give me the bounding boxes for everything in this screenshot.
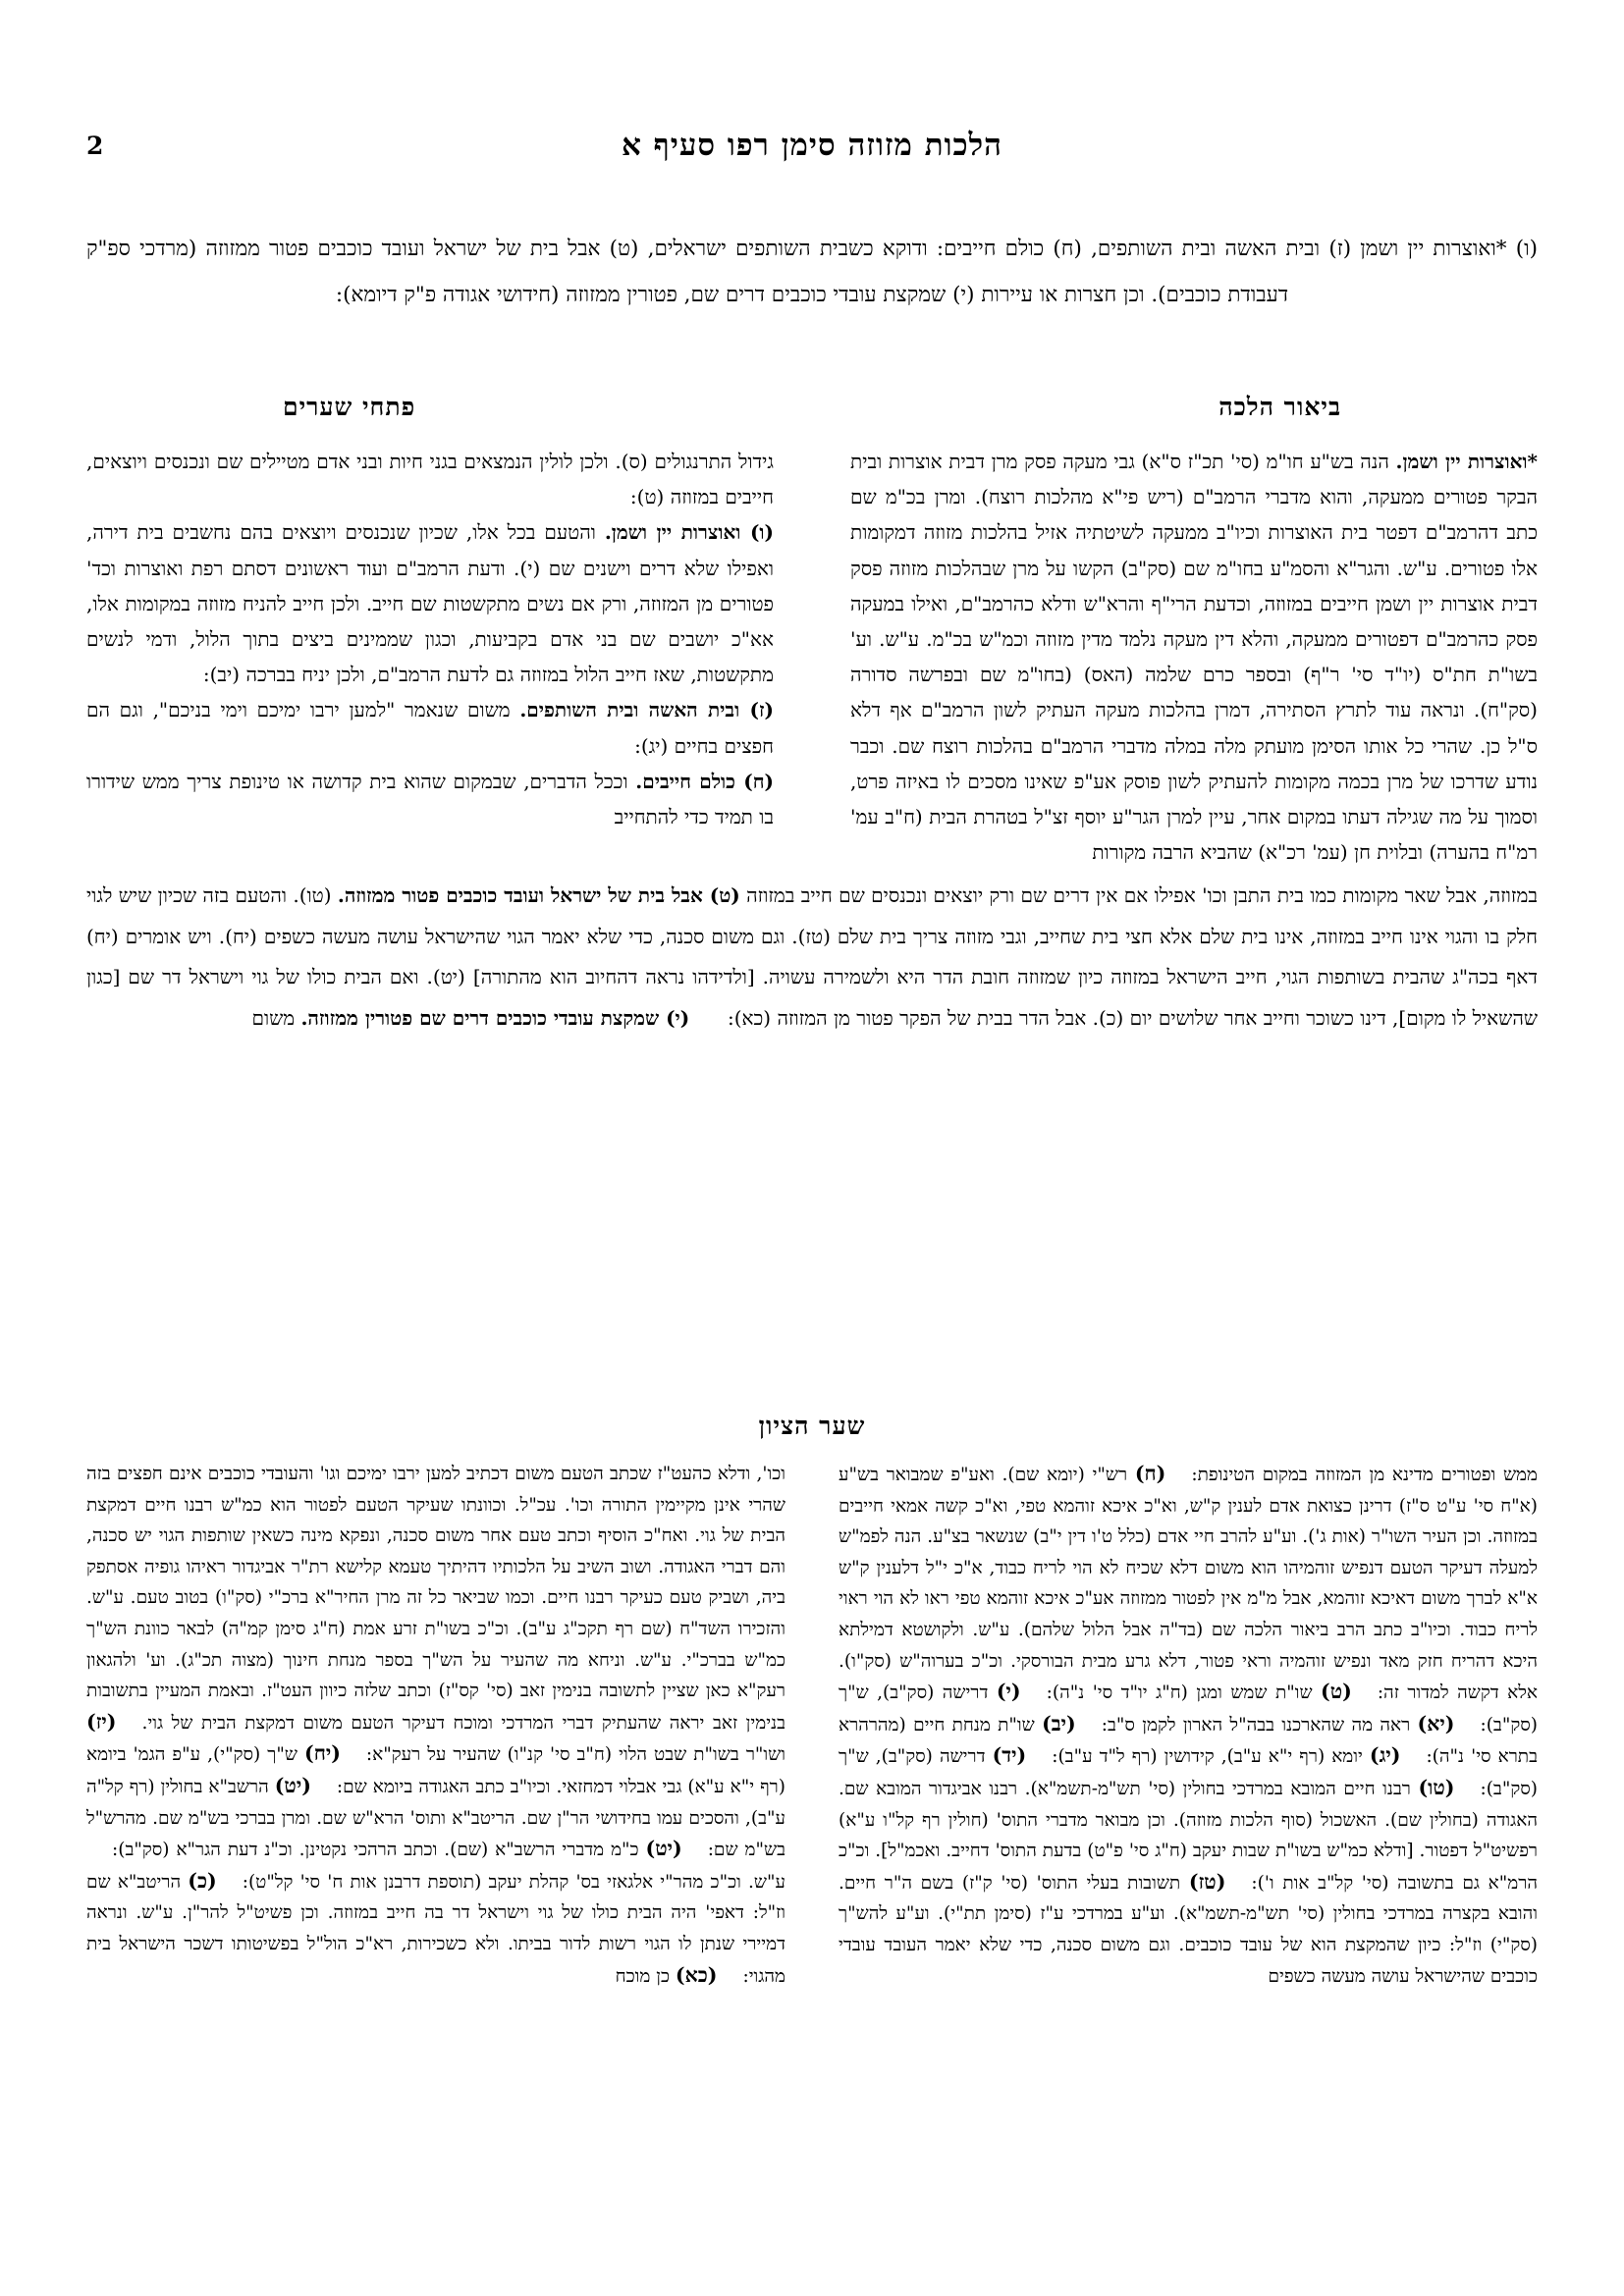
- tziyun-note-number: (יד): [992, 1743, 1027, 1768]
- tziyun-note-text: ושו"ר בשו"ת שבט הלוי (ח"ב סי' קנ"ו) שהעיר על רעק"א:: [365, 1744, 785, 1766]
- tziyun-note-number: (יז): [86, 1709, 117, 1734]
- tziyun-pre-text: וכו', ודלא כהעט"ז שכתב הטעם משום דכתיב למען ירבו ימיכם וגו' והעובדי כוכבים אינם חפצים בזה שהרי אינן מקיימין התורה וכו'. עכ"ל. וכוונתו שעיקר הטעם לפטור הוא כמ"ש רבנו חיים דמקצת הבית של גוי. ואח"כ הוסיף וכתב טעם אחר משום סכנה, ונפקא מינה כשאין שותפות הגוי יש סכנה, והם דברי האגודה. ושוב השיב על הלכותיו דהיתיך טעמא קלישא רת"ר אביגדור ראיהו גופיה אסתפק ביה, ושביק טעם כעיקר רבנו חיים. וכמו שביאר כל זה מרן החיר"א ברכ"י (סק"ו) בטוב טעם. ע"ש. והזכירו השד"ח (שם רף תקכ"ג ע"ב). וכ"כ בשו"ת זרע אמת (ח"ג סימן קמ"ה) לבאר כוונת הש"ך כמ"ש בברכ"י. ע"ש. וניחא מה שהעיר על הש"ך בספר מנחת חינוך (מצוה תכ"ג). וע' ולהגאון רעק"א כאן שציין לתשובה בנימין זאב (סי' קס"ז) וכתב שלזה כיוון העט"ז. ובאמת המעיין בתשובות בנימין זאב יראה שהעתיק דברי המרדכי ומוכח דעיקר הטעם משום דמקצת הבית של גוי.: [86, 1464, 785, 1734]
- tziyun-note-number: (יא): [1417, 1711, 1455, 1735]
- tziyun-note-number: (טז): [1188, 1869, 1226, 1894]
- full-width-continuation: [86, 876, 1538, 1039]
- tziyun-note-number: (יט): [274, 1773, 311, 1797]
- column-biur-halacha: [850, 444, 1538, 870]
- pitchei-body-0: גידול התרנגולים (ס). ולכן לולין הנמצאים בגני חיות ובני אדם מטיילים שם ונכנסים ויוצאים, חייבים במזוזה (ט):: [86, 450, 774, 509]
- biur-lead: *ואוצרות יין ושמן.: [1395, 450, 1538, 473]
- tziyun-note-text: הריטב"א שם וז"ל: דאפי' היה הבית כולו של גוי וישראל דר בה חייב במזוזה. וכן פשיט"ל להר"ן. ע"ש. ונראה דמיירי שנתן לו הגוי רשות לדור בביתו. ולא כשכירות, רא"כ הול"ל בפשיטותו דשכר הישראל בית מהגוי:: [86, 1871, 785, 1987]
- tziyun-note-text: כ"מ מדברי הרשב"א (שם). וכתב הרהכי נקטינן. וכ"נ דעת הגר"א (סק"ב):: [112, 1840, 646, 1861]
- tziyun-note-text: דרישה (סק"ב), ש"ך (סק"ב):: [839, 1746, 1538, 1799]
- biur-body: הנה בש"ע חו"מ (סי' תכ"ז ס"א) גבי מעקה פסק מרן דבית אוצרות ובית הבקר פטורים ממעקה, והוא מדברי הרמב"ם (ריש פי"א מהלכות רוצח). ומרן בכ"מ שם כתב דהרמב"ם דפטר בית האוצרות וכיו"ב ממעקה לשיטתיה אזיל בהלכות מזוזה דמקומות אלו פטורים. ע"ש. והגר"א והסמ"ע בחו"מ שם (סק"ב) הקשו על מרן שבהלכות מזוזה פסק דבית אוצרות יין ושמן חייבים במזוזה, וכדעת הרי"ף והרא"ש ודלא כהרמב"ם, ואילו במעקה פסק כהרמב"ם דפטורים ממעקה, והלא דין מעקה נלמד מדין מזוזה וכמ"ש בכ"מ. ע"ש. וע' בשו"ת חת"ס (יו"ד סי' ר"ף) ובספר כרם שלמה (האס) (בחו"מ שם ובפרשה סדורה (סק"ח). ונראה עוד לתרץ הסתירה, דמרן בהלכות מעקה העתיק לשון הרמב"ם אף דלא ס"ל כן. שהרי כל אותו הסימן מועתק מלה במלה מדברי הרמב"ם בהלכות רוצח שם. וכבר נודע שדרכו של מרן בכמה מקומות להעתיק לשון פוסק אע"פ שאינו מסכים לו באיזה פרט, וסמוך על מה שגילה דעתו במקום אחר, עיין למרן הגר"ע יוסף זצ"ל בטהרת הבית (ח"ב עמ' רמ"ח בהערה) ובלוית חן (עמ' רכ"א) שהביא הרבה מקורות: [850, 450, 1538, 865]
- main-halacha-body: (ו) *ואוצרות יין ושמן (ז) ובית האשה ובית השותפים, (ח) כולם חייבים: ודוקא כשבית השותפים ישראלים, (ט) אבל בית של ישראל ועובד כוכבים פטור ממזוזה (מרדכי ספ"ק דעבודת כוכבים). וכן חצרות או עיירות (י) שמקצת עובדי כוכבים דרים שם, פטורין ממזוזה (חידושי אגודה פ"ק דיומא):: [86, 237, 1538, 307]
- commentary-headings: [86, 393, 1538, 440]
- main-halacha-text: [86, 226, 1538, 318]
- tziyun-note-text: דרישה (סק"ב), ש"ך (סק"ב):: [839, 1682, 1539, 1735]
- commentary-columns: [86, 444, 1538, 870]
- pitchei-lead-2: (ז) ובית האשה ובית השותפים.: [519, 698, 774, 722]
- column-pitchei-shearim: [86, 444, 774, 834]
- tziyun-note: [839, 1459, 1538, 1992]
- tziyun-note-number: (יב): [1042, 1711, 1076, 1735]
- tziyun-note-number: (י): [996, 1680, 1021, 1704]
- tziyun-note-text: תשובות בעלי התוס' (סי' ק"ז) בשם ה"ר חיים. והובא בקצרה במרדכי בחולין (סי' תש"מ-תשמ"א). וע"ע במרדכי ע"ז (סימן תת"י). וע"ע להש"ך (סק"י) וז"ל: כיון שהמקצת הוא של עובד כוכבים. וגם משום סכנה, כדי שלא יאמר העובד עובדי כוכבים שהישראל עושה מעשה כשפים: [839, 1872, 1538, 1987]
- tziyun-note-number: (יח): [304, 1741, 341, 1766]
- flow-body-2: משום: [251, 1005, 301, 1030]
- tziyun-column-left: [86, 1459, 785, 1992]
- tziyun-note-text: שו"ת שמש ומגן (ח"ג יו"ד סי' נ"ה):: [1046, 1682, 1322, 1704]
- pitchei-paragraph: [86, 692, 774, 763]
- tziyun-note-text: רבנו חיים המובא במרדכי בחולין (סי' תש"מ-תשמ"א). רבנו אביגדור המובא שם. האגודה (בחולין שם). האשכול (סוף הלכות מזוזה). וכן מבואר מדברי התוס' (חולין רף קל"ו ע"א) רפשיט"ל דפטור. [ודלא כמ"ש בשו"ת שבות יעקב (ח"ג סי' פ"ט) בדעת התוס' דחייב. ואכמ"ל]. וכ"כ הרמ"א גם בתשובה (סי' קל"ב אות ו'):: [839, 1778, 1538, 1894]
- pitchei-body-3: וככל הדברים, שבמקום שהוא בית קדושה או טינופת צריך ממש שידורו בו תמיד כדי להתחייב: [86, 769, 774, 829]
- flow-body-1: (טו). והטעם בזה שכיון שיש לגוי חלק בו והגוי אינו חייב במזוזה, אינו בית שלם אלא חצי בית שחייב, וגבי מזוזה צריך בית שלם (טז). וגם משום סכנה, כדי שלא יאמר הגוי שהישראל עושה מעשה כשפים (יח). ויש אומרים (יח) דאף בכה"ג שהבית בשותפות הגוי, חייב הישראל במזוזה כיון שמזוזה חובת הדר היא ולשמירה עשויה. [ולדידהו נראה דהחיוב הוא מהתורה] (יט). ואם הבית כולו של גוי וישראל דר שם [כגון שהשאיל לו מקום], דינו כשוכר וחייב אחר שלושים יום (כ). אבל הדר בבית של הפקר פטור מן המזוזה (כא):: [86, 883, 1538, 1030]
- tziyun-note-text: כן מוכח: [615, 1965, 676, 1987]
- tziyun-note-number: (כא): [675, 1962, 718, 1987]
- tziyun-note-text: ראה מה שהארכנו בבה"ל הארון לקמן ס"ב:: [1101, 1714, 1418, 1735]
- pitchei-lead-3: (ח) כולם חייבים.: [635, 769, 774, 793]
- heading-pitchei-shearim: פתחי שערים: [283, 393, 416, 421]
- flow-lead-2: (י) שמקצת עובדי כוכבים דרים שם פטורין ממזוזה.: [300, 1005, 690, 1030]
- page-header: [0, 126, 1624, 181]
- pitchei-paragraph: [86, 764, 774, 834]
- pitchei-body-2: משום שנאמר "למען ירבו ימיכם וימי בניכם", וגם הם חפצים בחיים (יג):: [86, 698, 774, 758]
- flow-body-0: במזוזה, אבל שאר מקומות כמו בית התבן וכו' אפילו אם אין דרים שם ורק יוצאים ונכנסים שם חייב במזוזה: [746, 883, 1538, 907]
- tziyun-note-number: (טו): [1418, 1775, 1455, 1799]
- tziyun-note: [86, 1459, 785, 1992]
- tziyun-note-number: (ט): [1321, 1680, 1352, 1704]
- heading-shaar-hatziyun: שער הציון: [758, 1412, 866, 1440]
- tziyun-pre-text: ממש ופטורים מדינא מן המזוזה במקום הטינופת:: [1191, 1465, 1538, 1485]
- pitchei-lead-1: (ו) ואוצרות יין ושמן.: [604, 520, 775, 545]
- tziyun-note-text: ש"ך (סק"י), ע"פ הגמ' ביומא (רף י"א ע"א) גבי אבלוי דמחזאי. וכיו"ב כתב האגודה ביומא שם:: [86, 1744, 785, 1797]
- tziyun-note-text: הרשב"א בחולין (רף קל"ה ע"ב), והסכים עמו בחידושי הר"ן שם. הריטב"א ותוס' הרא"ש שם. ומרן בברכי בש"מ שם. מהרש"ל בש"מ שם:: [86, 1776, 785, 1861]
- pitchei-paragraph: [86, 514, 774, 692]
- tziyun-note-text: יומא (רף י"א ע"ב), קידושין (רף ל"ד ע"ב):: [1052, 1746, 1370, 1768]
- tziyun-note-number: (יט): [645, 1837, 682, 1861]
- tziyun-note-number: (כ): [188, 1868, 217, 1893]
- biur-paragraph: [850, 444, 1538, 870]
- tziyun-note-number: (ח): [1134, 1462, 1166, 1485]
- page-title: הלכות מזוזה סימן רפו סעיף א: [621, 128, 1003, 163]
- commentary-section: [86, 393, 1538, 870]
- pitchei-paragraph: [86, 444, 774, 514]
- tziyun-note-text: רש"י (יומא שם). ואע"פ שמבואר בש"ע (א"ח סי' ע"ט ס"ז) דרינן כצואת אדם לענין ק"ש, וא"כ איכא זוהמא טפי, וא"כ קשה אמאי חייבים במזוזה. וכן העיר השו"ר (אות ג'). וע"ע להרב חיי אדם (כלל ט'ו דין י"ב) שנשאר בצ"ע. הנה לפמ"ש למעלה דעיקר הטעם דנפיש זוהמיהו הוא משום דלא שכיח לא הוי לריח כבוד, א"כ י"ל דלענין ק"ש א"א לברך משום דאיכא זוהמא, אבל מ"מ אין לפטור ממזוזה אע"כ איכא זוהמא טפי ראו לא הוי ראוי לריח כבוד. וכיו"ב כתב הרב ביאור הלכה שם (בד"ה אבל הלול שלהם). ע"ש. ולקושטא דמילתא היכא דהריח חזק מאד ונפיש זוהמיה וראי פטור, דלא גרע מבית הבורסקי. וכ"כ בערוה"ש (סק"ו). אלא דקשה למדור זה:: [839, 1465, 1539, 1704]
- pitchei-body-1: והטעם בכל אלו, שכיון שנכנסים ויוצאים בהם נחשבים בית דירה, ואפילו שלא דרים וישנים שם (י). ודעת הרמב"ם ועוד ראשונים דסתם רפת ואוצרות וכד' פטורים מן המזוזה, ורק אם נשים מתקשטות שם חייב. ולכן חייב להניח מזוזה במקומות אלו, אא"כ יושבים שם בני אדם בקביעות, וכגון שממינים ביצים בתוך הלול, ודמי לנשים מתקשטות, שאז חייב הלול במזוזה גם לדעת הרמב"ם, ולכן יניח בברכה (יב):: [86, 520, 774, 687]
- tziyun-note-text: ע"ש. וכ"כ מהר"י אלגאזי בס' קהלת יעקב (תוספת דרבנן אות ח' סי' קל"ט):: [242, 1871, 786, 1893]
- flow-lead-1: (ט) אבל בית של ישראל ועובד כוכבים פטור ממזוזה.: [337, 883, 740, 907]
- tziyun-note-number: (יג): [1369, 1743, 1401, 1768]
- tziyun-column-right: [839, 1459, 1538, 1992]
- page-number: 2: [86, 132, 104, 160]
- tziyun-note-text: שו"ת מנחת חיים (מהרהרא בתרא סי' נ"ה):: [839, 1714, 1539, 1768]
- heading-biur-halacha: ביאור הלכה: [1218, 393, 1341, 421]
